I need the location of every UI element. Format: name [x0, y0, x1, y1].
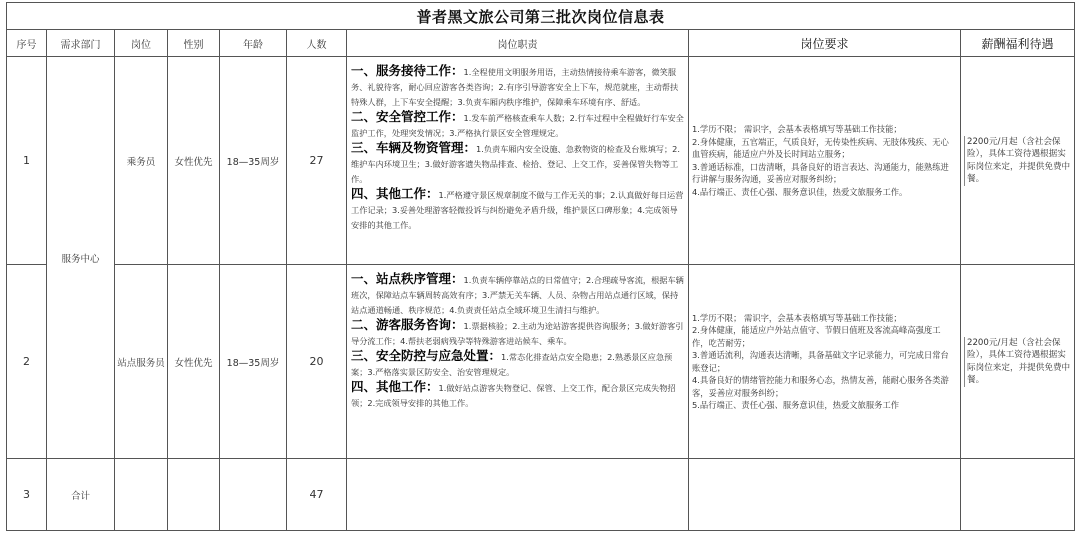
requirement-item: 1.学历不限； 需识字，会基本表格填写等基础工作技能；: [692, 312, 902, 323]
row-seq: 2: [7, 265, 47, 459]
duty-section-title: 二、游客服务咨询：: [351, 317, 464, 332]
duty-section-title: 一、站点秩序管理：: [351, 271, 464, 286]
header-dept: 需求部门: [47, 30, 115, 57]
duty-section: [351, 317, 684, 347]
duty-section-title: 三、安全防控与应急处置：: [351, 348, 502, 363]
requirement-item: 3.普通话标准，口齿清晰，具备良好的语言表达、沟通能力，能熟练进行讲解与服务沟通，妥善应对服务纠纷；: [692, 161, 949, 184]
total-row: [7, 459, 1075, 531]
salary-text: 2200元/月起（含社会保险），具体工资待遇根据实际岗位来定，并提供免费中餐。: [964, 136, 1071, 186]
duties-cell: [347, 57, 689, 265]
table-row: [7, 265, 1075, 459]
duty-section: [351, 63, 684, 108]
count-cell: 27: [287, 57, 347, 265]
duty-section-title: 一、服务接待工作：: [351, 63, 464, 78]
duty-section-body: 1.负责车厢内安全设施、急救物资的检查及台账填写；2.维护车内环境卫生；3.做好游客遗失物品排查、检拾、登记、上交工作，妥善保管失物等工作。: [351, 144, 680, 184]
duty-section-body: 1.做好站点游客失物登记、保管、上交工作，配合景区完成失物招领；2.完成领导安排的其他工作。: [351, 383, 676, 408]
header-row: [7, 30, 1075, 57]
empty-cell: [347, 459, 689, 531]
requirements-cell: [689, 265, 961, 459]
total-count: 47: [287, 459, 347, 531]
age-cell: 18—35周岁: [220, 265, 287, 459]
header-position: 岗位: [115, 30, 168, 57]
duty-section: [351, 186, 684, 231]
empty-cell: [689, 459, 961, 531]
row-seq: 1: [7, 57, 47, 265]
duty-section-body: 1.全程使用文明服务用语，主动热情接待乘车游客，微笑服务、礼貌待客，耐心回应游客各类咨询；2.有序引导游客安全上下车，规范就座，主动帮扶特殊人群，上下车安全提醒；3.负责车厢内秩序维护，保障乘车环境有序、舒适。: [351, 67, 679, 107]
requirements-cell: [689, 57, 961, 265]
header-count: 人数: [287, 30, 347, 57]
duty-section-body: 1.常态化排查站点安全隐患；2.熟悉景区应急预案；3.严格落实景区防安全、治安管理规定。: [351, 352, 673, 377]
duty-section: [351, 379, 684, 409]
duty-section-body: 1.负责车辆停靠站点的日常值守；2.合理疏导客流，根据车辆班次，保障站点车辆周转高效有序；3.严禁无关车辆、人员、杂物占用站点通行区域，保持站点通道畅通、秩序规范；4.负责责任站点全域环境卫生清扫与维护。: [351, 275, 684, 315]
age-cell: 18—35周岁: [220, 57, 287, 265]
header-requirements: 岗位要求: [689, 30, 961, 57]
salary-cell: [961, 57, 1075, 265]
job-info-table: [6, 2, 1075, 531]
header-age: 年龄: [220, 30, 287, 57]
requirement-item: 2.身体健康，能适应户外站点值守、节假日值班及客流高峰高强度工作，吃苦耐劳；: [692, 325, 941, 348]
duty-section-body: 1.发车前严格核查乘车人数；2.行车过程中全程做好行车安全监护工作，处理突发情况；3.严格执行景区安全管理规定。: [351, 113, 684, 138]
table-title: 普者黑文旅公司第三批次岗位信息表: [7, 3, 1075, 30]
total-label: 合计: [47, 459, 115, 531]
requirement-item: 2.身体健康，五官端正，气质良好，无传染性疾病、无肢体残疾、无心血管疾病，能适应户外及长时间站立服务；: [692, 136, 949, 159]
requirement-item: 3.普通话流利，沟通表达清晰，具备基础文字记录能力，可完成日常台账登记；: [692, 350, 949, 373]
count-cell: 20: [287, 265, 347, 459]
salary-text: 2200元/月起（含社会保险），具体工资待遇根据实际岗位来定，并提供免费中餐。: [964, 337, 1071, 387]
empty-cell: [220, 459, 287, 531]
salary-cell: [961, 265, 1075, 459]
gender-cell: 女性优先: [168, 57, 220, 265]
duty-section-title: 二、安全管控工作：: [351, 109, 464, 124]
requirement-item: 1.学历不限； 需识字，会基本表格填写等基础工作技能；: [692, 124, 902, 134]
total-seq: 3: [7, 459, 47, 531]
duty-section: [351, 271, 684, 316]
header-duties: 岗位职责: [347, 30, 689, 57]
empty-cell: [961, 459, 1075, 531]
empty-cell: [115, 459, 168, 531]
gender-cell: 女性优先: [168, 265, 220, 459]
duty-section-title: 四、其他工作：: [351, 379, 439, 394]
duty-section-body: 1.严格遵守景区规章制度不做与工作无关的事；2.认真做好每日运营工作记录；3.妥善处理游客轻微投诉与纠纷避免矛盾升级，维护景区口碑形象；4.完成领导安排的其他工作。: [351, 190, 684, 230]
header-seq: 序号: [7, 30, 47, 57]
duty-section: [351, 140, 684, 185]
duty-section-body: 1.票据核验；2.主动为途站游客提供咨询服务；3.做好游客引导分流工作；4.帮扶老弱病残孕等特殊游客进站候车、乘车。: [351, 321, 684, 346]
position-cell: 乘务员: [115, 57, 168, 265]
duties-cell: [347, 265, 689, 459]
duty-section: [351, 348, 684, 378]
requirement-item: 4.具备良好的情绪管控能力和服务心态，热情友善，能耐心服务各类游客，妥善应对服务纠纷；: [692, 375, 949, 398]
department-cell: 服务中心: [47, 57, 115, 459]
duty-section-title: 三、车辆及物资管理：: [351, 140, 477, 155]
position-cell: 站点服务员: [115, 265, 168, 459]
requirement-item: 4.品行端正、责任心强、服务意识佳，热爱文旅服务工作。: [692, 186, 908, 197]
empty-cell: [168, 459, 220, 531]
requirement-item: 5.品行端正、责任心强、服务意识佳，热爱文旅服务工作: [692, 400, 900, 410]
header-gender: 性别: [168, 30, 220, 57]
duty-section: [351, 109, 684, 139]
table-row: [7, 57, 1075, 265]
header-salary: 薪酬福利待遇: [961, 30, 1075, 57]
duty-section-title: 四、其他工作：: [351, 186, 439, 201]
